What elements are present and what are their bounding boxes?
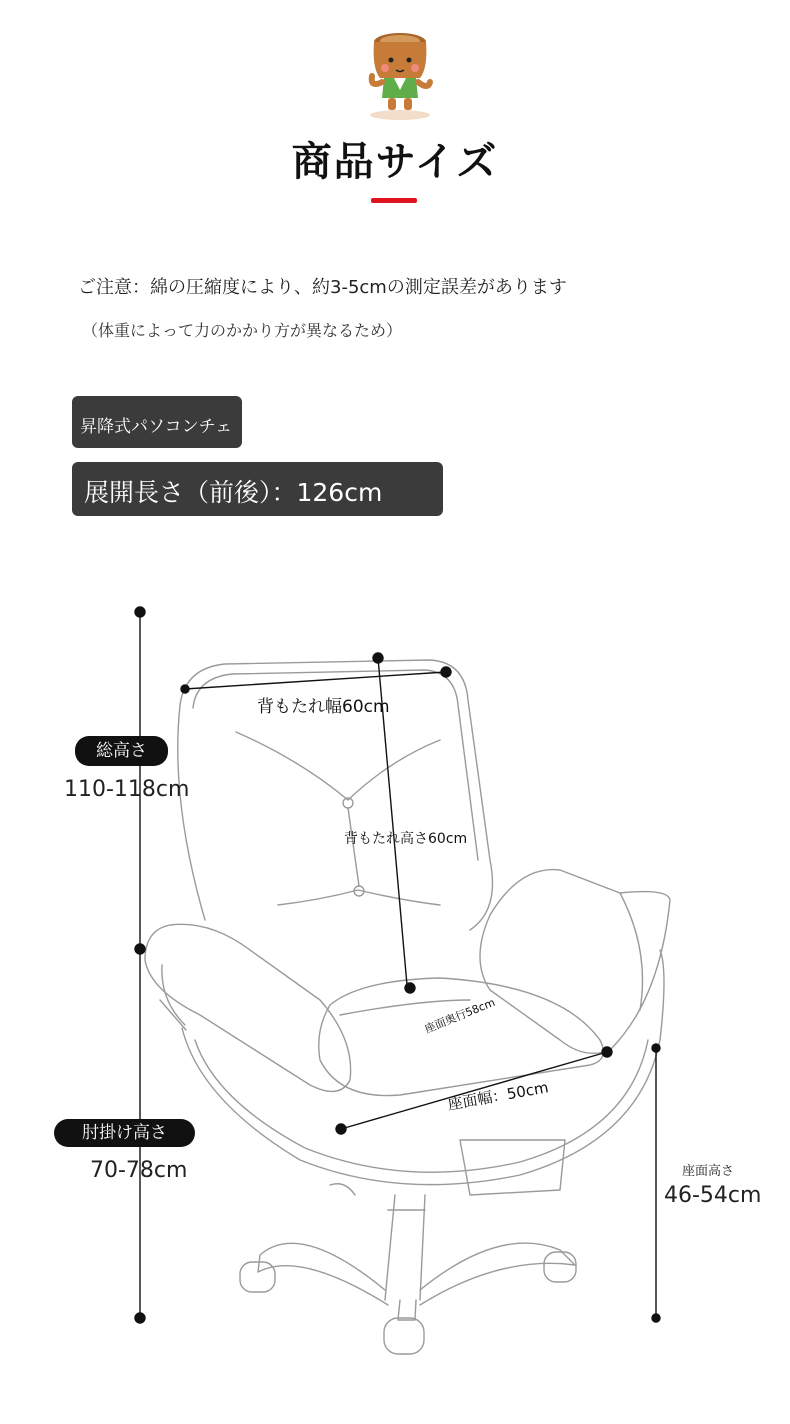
seat-height-value: 46-54cm bbox=[664, 1183, 762, 1208]
total-height-tag: 総高さ bbox=[75, 736, 168, 766]
seat-depth-label: 座面奥行58cm bbox=[422, 995, 497, 1036]
total-height-value: 110-118cm bbox=[64, 777, 190, 802]
measurement-notice-sub: （体重によって力のかかり方が異なるため） bbox=[82, 321, 403, 340]
measurement-notice: ご注意：綿の圧縮度により、約3-5cmの測定誤差があります bbox=[78, 277, 567, 298]
backrest-height-label: 背もたれ高さ60cm bbox=[344, 831, 468, 847]
backrest-width-label: 背もたれ幅60cm bbox=[257, 697, 390, 717]
armrest-height-value: 70-78cm bbox=[90, 1158, 188, 1183]
product-name-label: 昇降式パソコンチェ bbox=[72, 396, 242, 448]
armrest-height-tag: 肘掛け高さ bbox=[54, 1119, 195, 1147]
seat-height-label: 座面高さ bbox=[682, 1164, 735, 1179]
page-title: 商品サイズ bbox=[291, 139, 499, 185]
seat-width-label: 座面幅：50cm bbox=[446, 1078, 550, 1114]
expanded-length-label: 展開長さ（前後）：126cm bbox=[72, 462, 443, 516]
